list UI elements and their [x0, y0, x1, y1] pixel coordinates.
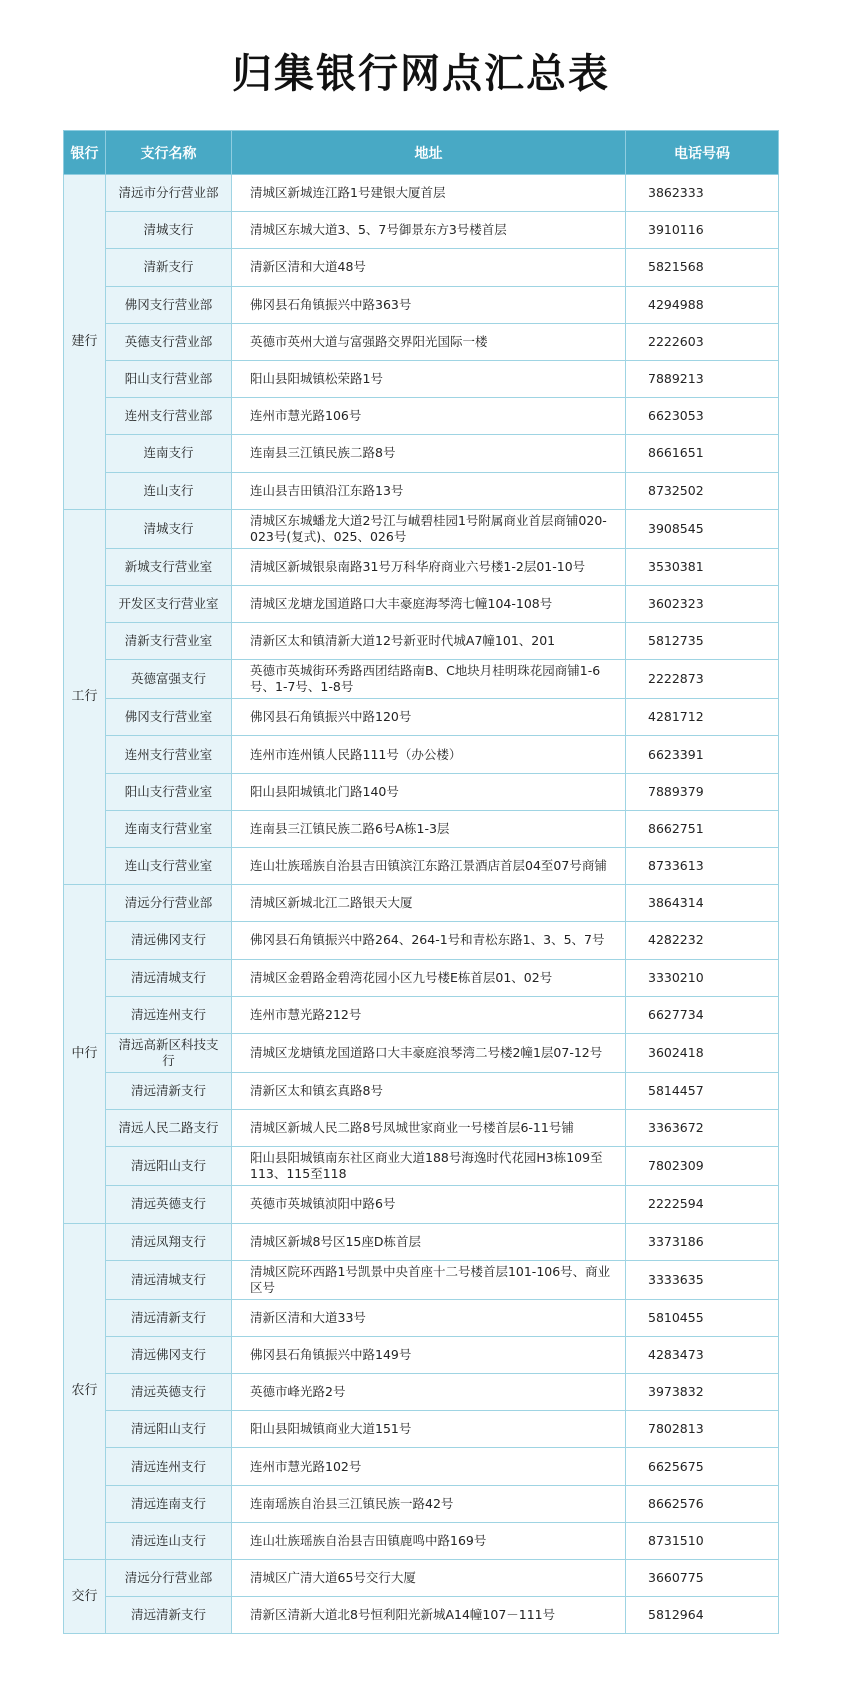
phone-cell: 7802309: [626, 1147, 779, 1186]
branch-name-cell: 清远分行营业部: [106, 885, 232, 922]
table-row: [64, 585, 779, 622]
phone-cell: 3602323: [626, 585, 779, 622]
address-cell: 阳山县阳城镇北门路140号: [232, 773, 626, 810]
branch-name-cell: 清远阳山支行: [106, 1147, 232, 1186]
table-row: [64, 810, 779, 847]
address-cell: 连山县吉田镇沿江东路13号: [232, 472, 626, 509]
branch-name-cell: 清远英德支行: [106, 1186, 232, 1223]
table-row: [64, 996, 779, 1033]
table-row: [64, 1336, 779, 1373]
branch-name-cell: 清新支行: [106, 249, 232, 286]
address-cell: 阳山县阳城镇商业大道151号: [232, 1411, 626, 1448]
address-cell: 清城区新城8号区15座D栋首层: [232, 1223, 626, 1260]
table-row: [64, 1448, 779, 1485]
phone-cell: 2222594: [626, 1186, 779, 1223]
table-row: [64, 1522, 779, 1559]
phone-cell: 3330210: [626, 959, 779, 996]
table-row: [64, 1072, 779, 1109]
table-row: [64, 548, 779, 585]
branch-name-cell: 连州支行营业室: [106, 736, 232, 773]
table-row: [64, 175, 779, 212]
table-body: [64, 175, 779, 1634]
table-row: [64, 435, 779, 472]
table-row: [64, 1411, 779, 1448]
address-cell: 清城区院环西路1号凯景中央首座十二号楼首层101-106号、商业区号: [232, 1260, 626, 1299]
page-title: 归集银行网点汇总表: [232, 50, 610, 97]
table-row: [64, 885, 779, 922]
bank-name-cell: 建行: [64, 175, 106, 510]
branch-name-cell: 开发区支行营业室: [106, 585, 232, 622]
address-cell: 连州市慧光路102号: [232, 1448, 626, 1485]
table-row: [64, 736, 779, 773]
address-cell: 清新区太和镇清新大道12号新亚时代城A7幢101、201: [232, 623, 626, 660]
address-cell: 英德市英城镇浈阳中路6号: [232, 1186, 626, 1223]
branch-name-cell: 清远分行营业部: [106, 1560, 232, 1597]
table-row: [64, 360, 779, 397]
phone-cell: 5814457: [626, 1072, 779, 1109]
phone-cell: 3862333: [626, 175, 779, 212]
branch-name-cell: 佛冈支行营业室: [106, 699, 232, 736]
phone-cell: 8662751: [626, 810, 779, 847]
table-row: [64, 286, 779, 323]
branch-name-cell: 连山支行营业室: [106, 848, 232, 885]
table-row: [64, 1223, 779, 1260]
bank-name-cell: 交行: [64, 1560, 106, 1634]
phone-cell: 8732502: [626, 472, 779, 509]
branch-name-cell: 连南支行营业室: [106, 810, 232, 847]
address-cell: 清城区广清大道65号交行大厦: [232, 1560, 626, 1597]
header-phone: 电话号码: [626, 131, 779, 175]
phone-cell: 3864314: [626, 885, 779, 922]
phone-cell: 5812735: [626, 623, 779, 660]
phone-cell: 3602418: [626, 1033, 779, 1072]
table-row: [64, 1374, 779, 1411]
table-row: [64, 472, 779, 509]
address-cell: 佛冈县石角镇振兴中路120号: [232, 699, 626, 736]
address-cell: 佛冈县石角镇振兴中路264、264-1号和青松东路1、3、5、7号: [232, 922, 626, 959]
phone-cell: 8661651: [626, 435, 779, 472]
table-row: [64, 1147, 779, 1186]
bank-name-cell: 中行: [64, 885, 106, 1223]
branch-name-cell: 清新支行营业室: [106, 623, 232, 660]
branch-name-cell: 清城支行: [106, 212, 232, 249]
branch-name-cell: 连南支行: [106, 435, 232, 472]
table-row: [64, 959, 779, 996]
branch-name-cell: 新城支行营业室: [106, 548, 232, 585]
phone-cell: 8731510: [626, 1522, 779, 1559]
branch-name-cell: 清远清城支行: [106, 1260, 232, 1299]
address-cell: 清城区龙塘龙国道路口大丰豪庭海琴湾七幢104-108号: [232, 585, 626, 622]
table-row: [64, 1186, 779, 1223]
branch-name-cell: 连山支行: [106, 472, 232, 509]
address-cell: 清新区清和大道48号: [232, 249, 626, 286]
address-cell: 英德市英城街环秀路西团结路南B、C地块月桂明珠花园商铺1-6号、1-7号、1-8号: [232, 660, 626, 699]
phone-cell: 7889379: [626, 773, 779, 810]
address-cell: 清城区新城北江二路银天大厦: [232, 885, 626, 922]
phone-cell: 3910116: [626, 212, 779, 249]
address-cell: 英德市峰光路2号: [232, 1374, 626, 1411]
branch-name-cell: 清远英德支行: [106, 1374, 232, 1411]
branch-name-cell: 清远凤翔支行: [106, 1223, 232, 1260]
phone-cell: 4281712: [626, 699, 779, 736]
header-bank: 银行: [64, 131, 106, 175]
address-cell: 清新区太和镇玄真路8号: [232, 1072, 626, 1109]
table-row: [64, 1560, 779, 1597]
table-header-row: [64, 131, 779, 175]
branch-name-cell: 清远清新支行: [106, 1299, 232, 1336]
phone-cell: 5821568: [626, 249, 779, 286]
address-cell: 清城区东城大道3、5、7号御景东方3号楼首层: [232, 212, 626, 249]
table-row: [64, 1485, 779, 1522]
phone-cell: 3373186: [626, 1223, 779, 1260]
address-cell: 阳山县阳城镇松荣路1号: [232, 360, 626, 397]
branch-name-cell: 连州支行营业部: [106, 398, 232, 435]
phone-cell: 6623391: [626, 736, 779, 773]
table-row: [64, 323, 779, 360]
address-cell: 连南瑶族自治县三江镇民族一路42号: [232, 1485, 626, 1522]
bank-name-cell: 工行: [64, 509, 106, 885]
branch-name-cell: 清远人民二路支行: [106, 1110, 232, 1147]
address-cell: 清新区清新大道北8号恒利阳光新城A14幢107－111号: [232, 1597, 626, 1634]
table-row: [64, 773, 779, 810]
address-cell: 佛冈县石角镇振兴中路149号: [232, 1336, 626, 1373]
address-cell: 连南县三江镇民族二路6号A栋1-3层: [232, 810, 626, 847]
branch-name-cell: 清远高新区科技支行: [106, 1033, 232, 1072]
branch-name-cell: 清远清新支行: [106, 1597, 232, 1634]
address-cell: 英德市英州大道与富强路交界阳光国际一楼: [232, 323, 626, 360]
branch-name-cell: 清远清城支行: [106, 959, 232, 996]
phone-cell: 3333635: [626, 1260, 779, 1299]
table-row: [64, 699, 779, 736]
table-row: [64, 660, 779, 699]
phone-cell: 5810455: [626, 1299, 779, 1336]
address-cell: 清城区新城连江路1号建银大厦首层: [232, 175, 626, 212]
branch-name-cell: 佛冈支行营业部: [106, 286, 232, 323]
address-cell: 连州市慧光路106号: [232, 398, 626, 435]
branch-name-cell: 清远市分行营业部: [106, 175, 232, 212]
phone-cell: 2222873: [626, 660, 779, 699]
branch-name-cell: 清远阳山支行: [106, 1411, 232, 1448]
address-cell: 连州市慧光路212号: [232, 996, 626, 1033]
phone-cell: 5812964: [626, 1597, 779, 1634]
branch-name-cell: 清城支行: [106, 509, 232, 548]
branch-name-cell: 阳山支行营业室: [106, 773, 232, 810]
table-row: [64, 1260, 779, 1299]
phone-cell: 6623053: [626, 398, 779, 435]
table-row: [64, 848, 779, 885]
branch-name-cell: 英德富强支行: [106, 660, 232, 699]
branch-name-cell: 清远佛冈支行: [106, 1336, 232, 1373]
table-row: [64, 623, 779, 660]
phone-cell: 7889213: [626, 360, 779, 397]
bank-name-cell: 农行: [64, 1223, 106, 1560]
table-row: [64, 509, 779, 548]
table-row: [64, 398, 779, 435]
phone-cell: 3660775: [626, 1560, 779, 1597]
address-cell: 连南县三江镇民族二路8号: [232, 435, 626, 472]
address-cell: 连州市连州镇人民路111号（办公楼）: [232, 736, 626, 773]
address-cell: 佛冈县石角镇振兴中路363号: [232, 286, 626, 323]
branch-name-cell: 清远连南支行: [106, 1485, 232, 1522]
table-row: [64, 1299, 779, 1336]
phone-cell: 2222603: [626, 323, 779, 360]
table-row: [64, 922, 779, 959]
phone-cell: 4294988: [626, 286, 779, 323]
branch-table: [63, 130, 779, 1634]
phone-cell: 6625675: [626, 1448, 779, 1485]
phone-cell: 3973832: [626, 1374, 779, 1411]
address-cell: 清城区新城银泉南路31号万科华府商业六号楼1-2层01-10号: [232, 548, 626, 585]
address-cell: 阳山县阳城镇南东社区商业大道188号海逸时代花园H3栋109至113、115至118: [232, 1147, 626, 1186]
address-cell: 连山壮族瑶族自治县吉田镇鹿鸣中路169号: [232, 1522, 626, 1559]
address-cell: 清城区东城蟠龙大道2号江与峸碧桂园1号附属商业首层商铺020-023号(复式)、025、026号: [232, 509, 626, 548]
branch-name-cell: 清远佛冈支行: [106, 922, 232, 959]
phone-cell: 3908545: [626, 509, 779, 548]
branch-name-cell: 清远连州支行: [106, 1448, 232, 1485]
address-cell: 清新区清和大道33号: [232, 1299, 626, 1336]
branch-name-cell: 英德支行营业部: [106, 323, 232, 360]
branch-name-cell: 清远连山支行: [106, 1522, 232, 1559]
phone-cell: 8662576: [626, 1485, 779, 1522]
table-row: [64, 1597, 779, 1634]
header-branch: 支行名称: [106, 131, 232, 175]
phone-cell: 4283473: [626, 1336, 779, 1373]
branch-name-cell: 清远连州支行: [106, 996, 232, 1033]
phone-cell: 3363672: [626, 1110, 779, 1147]
table-row: [64, 212, 779, 249]
address-cell: 清城区龙塘镇龙国道路口大丰豪庭浪琴湾二号楼2幢1层07-12号: [232, 1033, 626, 1072]
table-row: [64, 1033, 779, 1072]
branch-table-container: [63, 130, 778, 1634]
branch-name-cell: 清远清新支行: [106, 1072, 232, 1109]
phone-cell: 7802813: [626, 1411, 779, 1448]
phone-cell: 4282232: [626, 922, 779, 959]
phone-cell: 3530381: [626, 548, 779, 585]
phone-cell: 6627734: [626, 996, 779, 1033]
table-row: [64, 249, 779, 286]
address-cell: 连山壮族瑶族自治县吉田镇滨江东路江景酒店首层04至07号商铺: [232, 848, 626, 885]
address-cell: 清城区金碧路金碧湾花园小区九号楼E栋首层01、02号: [232, 959, 626, 996]
header-address: 地址: [232, 131, 626, 175]
branch-name-cell: 阳山支行营业部: [106, 360, 232, 397]
table-row: [64, 1110, 779, 1147]
address-cell: 清城区新城人民二路8号凤城世家商业一号楼首层6-11号铺: [232, 1110, 626, 1147]
phone-cell: 8733613: [626, 848, 779, 885]
